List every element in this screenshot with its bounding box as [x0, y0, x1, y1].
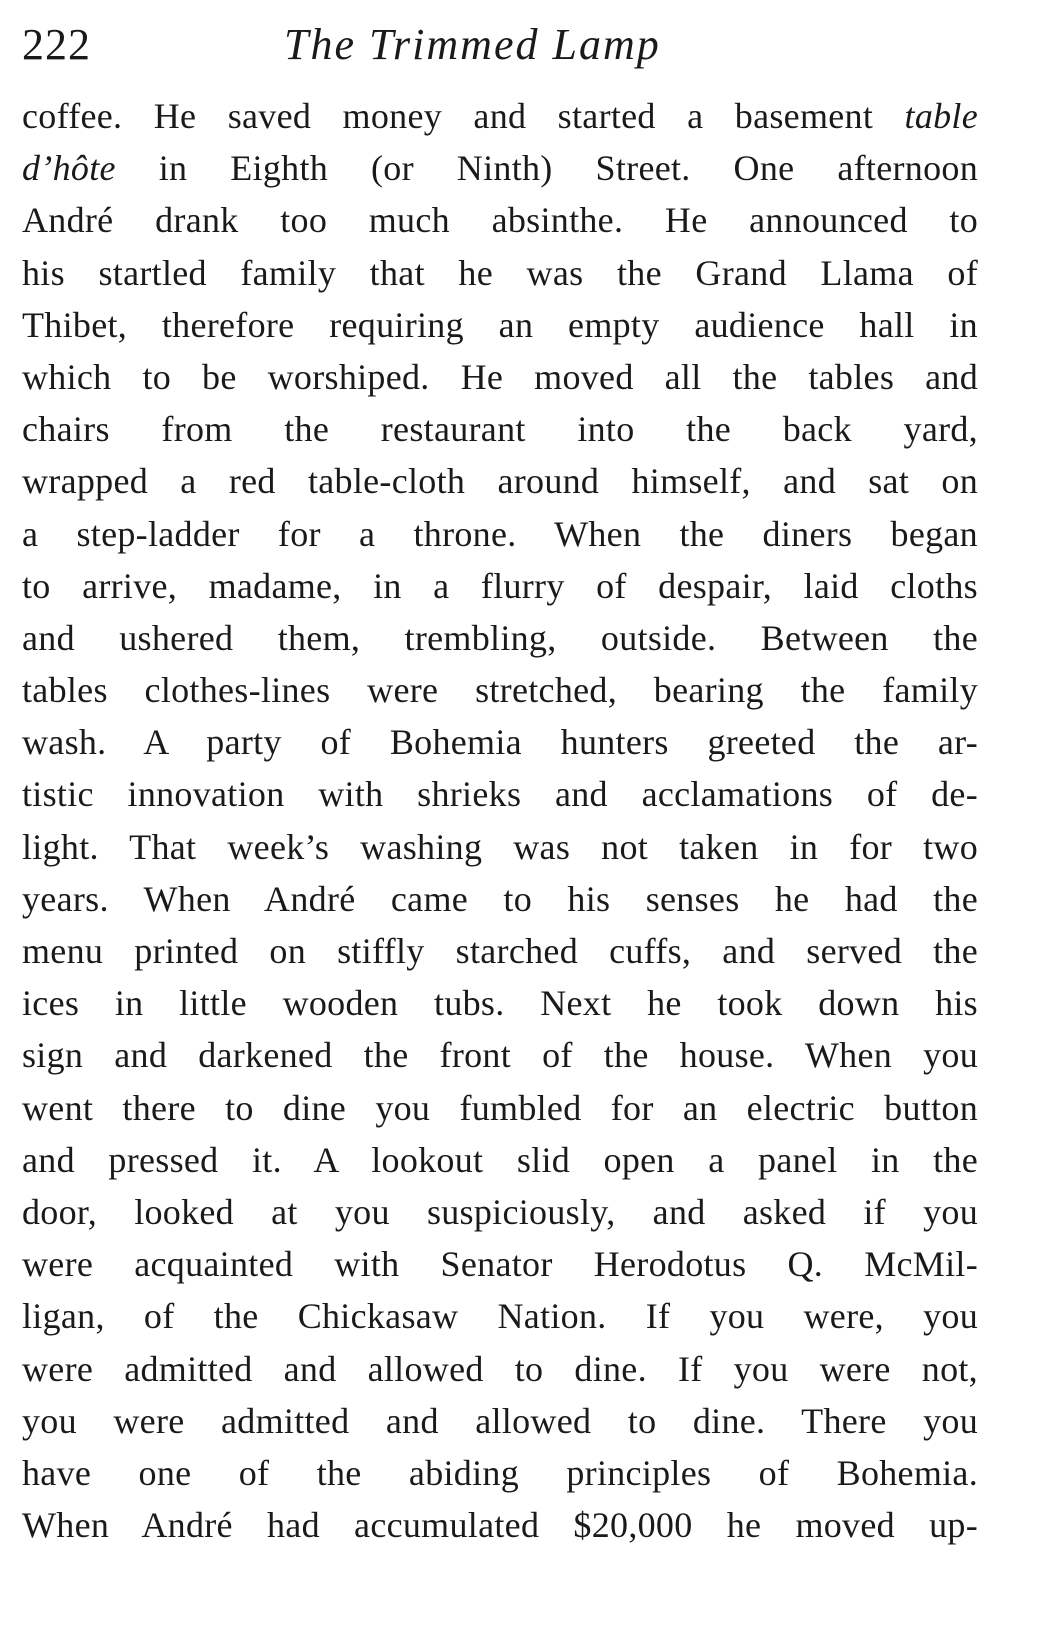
text-line [22, 90, 978, 142]
text-line [22, 1395, 978, 1447]
text-line [22, 977, 978, 1029]
text-segment: Thibet, therefore requiring an empty audience hall in [22, 304, 978, 345]
text-segment: went there to dine you fumbled for an electric button [22, 1087, 978, 1128]
text-line [22, 821, 978, 873]
text-segment: in Eighth (or Ninth) Street. One afternoon [115, 148, 978, 189]
text-segment: coffee. He saved money and started a basement [22, 96, 905, 136]
text-segment: tistic innovation with shrieks and acclamations of de- [22, 774, 978, 815]
italic-text: table [904, 96, 978, 136]
text-segment: ligan, of the Chickasaw Nation. If you were, you [22, 1296, 978, 1337]
text-segment: sign and darkened the front of the house. When you [22, 1035, 978, 1076]
text-line [22, 1290, 978, 1342]
text-line [22, 1447, 978, 1499]
text-line [22, 560, 978, 612]
text-segment: chairs from the restaurant into the back yard, [22, 409, 978, 450]
text-line [22, 612, 978, 664]
text-segment: and pressed it. A lookout slid open a panel in the [22, 1139, 978, 1180]
text-segment: door, looked at you suspiciously, and asked if you [22, 1191, 978, 1232]
text-segment: years. When André came to his senses he had the [22, 878, 978, 919]
text-segment: his startled family that he was the Grand Llama of [22, 252, 978, 293]
text-segment: menu printed on stiffly starched cuffs, and served the [22, 931, 978, 971]
text-line [22, 1343, 978, 1395]
text-segment: light. That week’s washing was not taken in for two [22, 826, 978, 867]
page-number: 222 [22, 20, 91, 69]
text-line [22, 1082, 978, 1134]
text-segment: When André had accumulated $20,000 he moved up- [22, 1505, 978, 1546]
text-line [22, 142, 978, 194]
text-line [22, 351, 978, 403]
text-line [22, 768, 978, 820]
text-line [22, 508, 978, 560]
text-line [22, 455, 978, 507]
text-line [22, 716, 978, 768]
text-line [22, 194, 978, 246]
book-page [22, 14, 978, 1551]
text-segment: were acquainted with Senator Herodotus Q. McMil- [22, 1244, 978, 1285]
text-segment: André drank too much absinthe. He announced to [22, 200, 978, 241]
text-line [22, 247, 978, 299]
text-segment: wash. A party of Bohemia hunters greeted the ar- [22, 722, 978, 763]
text-segment: wrapped a red table-cloth around himself, and sat on [22, 461, 978, 502]
text-line [22, 925, 978, 977]
text-segment: tables clothes-lines were stretched, bearing the family [22, 670, 978, 711]
text-line [22, 1499, 978, 1551]
text-line [22, 299, 978, 351]
running-head [22, 14, 978, 76]
text-line [22, 1238, 978, 1290]
text-segment: ices in little wooden tubs. Next he took down his [22, 983, 978, 1024]
text-segment: to arrive, madame, in a flurry of despair, laid cloths [22, 565, 978, 606]
text-segment: a step-ladder for a throne. When the diners began [22, 513, 978, 554]
text-segment: you were admitted and allowed to dine. There you [22, 1400, 978, 1441]
text-segment: and ushered them, trembling, outside. Between the [22, 617, 978, 658]
text-segment: have one of the abiding principles of Bohemia. [22, 1452, 978, 1493]
text-line [22, 1134, 978, 1186]
running-title: The Trimmed Lamp [284, 20, 661, 69]
text-line [22, 403, 978, 455]
text-line [22, 1029, 978, 1081]
body-text [22, 90, 978, 1551]
italic-text: d’hôte [22, 148, 116, 189]
text-line [22, 873, 978, 925]
text-line [22, 1186, 978, 1238]
text-segment: which to be worshiped. He moved all the tables and [22, 356, 978, 397]
text-segment: were admitted and allowed to dine. If you were not, [22, 1348, 978, 1389]
text-line [22, 664, 978, 716]
